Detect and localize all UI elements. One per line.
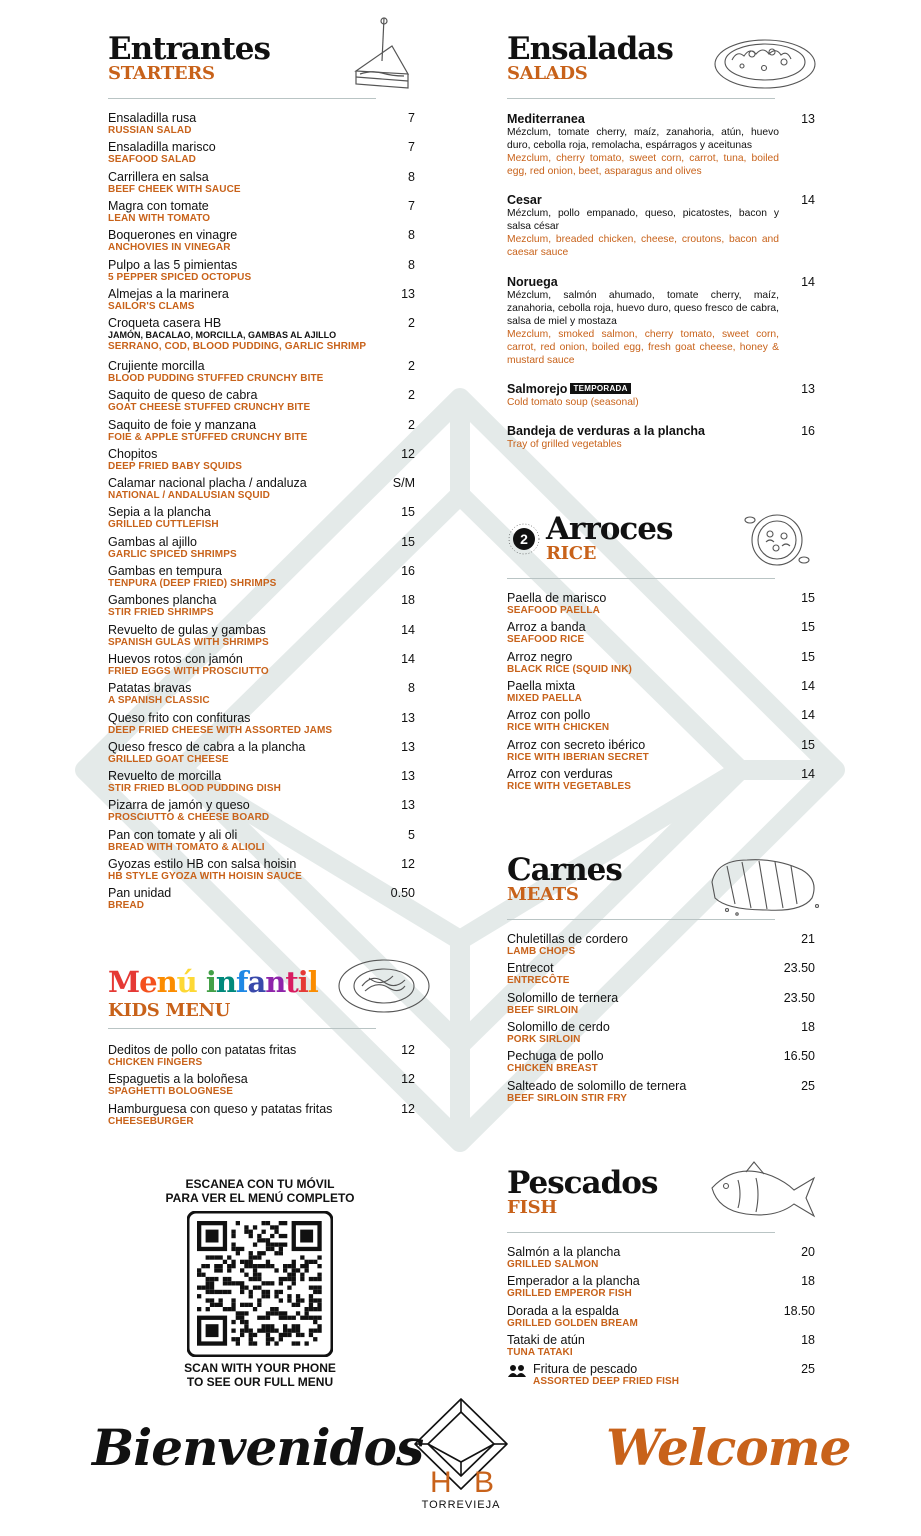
welcome-en-text: Welcome (606, 1418, 851, 1477)
item-name: Deditos de pollo con patatas fritas (108, 1043, 297, 1057)
kids-title-letter: a (247, 965, 266, 999)
svg-text:TORREVIEJA: TORREVIEJA (421, 1499, 501, 1511)
item-price: 23.50 (783, 990, 815, 1005)
item-name: Pizarra de jamón y queso (108, 798, 250, 813)
item-price: 14 (401, 622, 415, 637)
item-name: Arroz a banda (507, 620, 586, 635)
kids-title-letter: n (156, 965, 177, 999)
item-price: 13 (401, 798, 415, 813)
salad-name (507, 112, 815, 126)
salad-description-en: Tray of grilled vegetables (507, 439, 622, 450)
kids-list (108, 1043, 415, 1133)
fish-illustration-icon (706, 1158, 818, 1232)
item-price: 15 (801, 737, 815, 752)
qr-bottom-text (150, 1361, 370, 1389)
item-price: 15 (801, 591, 815, 605)
menu-item (108, 535, 415, 561)
svg-text:B: B (474, 1466, 495, 1499)
item-name: Gyozas estilo HB con salsa hoisin (108, 857, 297, 871)
salad-price: 13 (801, 112, 815, 126)
item-name: Pulpo a las 5 pimientas (108, 257, 238, 272)
salads-list (507, 112, 815, 462)
menu-item (507, 991, 815, 1017)
kids-subtitle: KIDS MENU (108, 1000, 231, 1021)
item-name: Fritura de pescado (533, 1362, 638, 1377)
item-translation: GRILLED GOAT CHEESE (108, 753, 229, 765)
item-translation: CHEESEBURGER (108, 1115, 194, 1127)
kids-title-letter: n (215, 965, 236, 999)
hb-torrevieja-logo (406, 1396, 516, 1512)
item-price: 13 (401, 286, 415, 301)
item-price: 14 (801, 766, 815, 781)
salad-description: Mézclum, pollo empanado, queso, picatostes, bacon y salsa césar (507, 208, 779, 232)
item-price: 2 (408, 388, 415, 403)
sandwich-illustration-icon (352, 16, 412, 96)
seasonal-badge: TEMPORADA (570, 383, 630, 394)
item-name: Huevos rotos con jamón (108, 651, 243, 666)
item-translation: NATIONAL / ANDALUSIAN SQUID (108, 490, 270, 502)
menu-item (108, 857, 415, 883)
item-price: 13 (401, 710, 415, 725)
salad-price: 13 (801, 382, 815, 396)
item-price: 8 (408, 681, 415, 696)
item-translation: SERRANO, COD, BLOOD PUDDING, GARLIC SHRIMP (108, 341, 367, 353)
item-price: S/M (392, 476, 415, 491)
menu-item (507, 1304, 815, 1330)
item-translation: ENTRECÔTE (507, 975, 570, 987)
menu-item (507, 738, 815, 764)
qr-code[interactable] (187, 1211, 333, 1357)
salad-name (507, 382, 815, 396)
menu-item (108, 476, 415, 502)
menu-item (108, 199, 415, 225)
salad-name-text: Bandeja de verduras a la plancha (507, 424, 705, 438)
menu-item (507, 932, 815, 958)
rice-section (546, 511, 673, 564)
salad-name-text: Mediterranea (507, 112, 585, 126)
salad-description: Mézclum, tomate cherry, maíz, zanahoria, atún, huevo duro, cebolla roja, remolacha, espárragos y aceitunas (507, 127, 779, 151)
item-translation: FOIE & APPLE STUFFED CRUNCHY BITE (108, 431, 308, 443)
menu-item (108, 170, 415, 196)
menu-item (108, 1102, 415, 1128)
salad-description: Mézclum, salmón ahumado, tomate cherry, maíz, zanahoria, cebolla roja, huevo duro, queso fresco de cabra, salsa de miel y mostaza (507, 290, 779, 327)
kids-title-letter: M (108, 965, 140, 999)
kids-title-letter: ú (176, 965, 197, 999)
menu-item (108, 140, 415, 166)
item-translation: RICE WITH IBERIAN SECRET (507, 751, 649, 763)
salad-name-text: Cesar (507, 193, 542, 207)
menu-item (108, 564, 415, 590)
rice-subtitle: RICE (546, 543, 597, 564)
item-price: 13 (401, 739, 415, 754)
menu-item (108, 769, 415, 795)
item-price: 2 (408, 316, 415, 331)
item-price: 18 (801, 1332, 815, 1347)
kids-title-letter: t (285, 965, 298, 999)
item-name: Salmón a la plancha (507, 1245, 621, 1259)
menu-item (108, 828, 415, 854)
item-price: 15 (401, 534, 415, 549)
item-name: Paella de marisco (507, 591, 607, 605)
salad-name (507, 424, 815, 438)
item-name: Patatas bravas (108, 681, 192, 696)
item-price: 7 (408, 111, 415, 125)
menu-item (108, 228, 415, 254)
menu-item (108, 359, 415, 385)
fish-subtitle: FISH (507, 1197, 558, 1218)
item-translation: ASSORTED DEEP FRIED FISH (533, 1376, 680, 1388)
item-translation: RUSSIAN SALAD (108, 125, 192, 136)
item-name: Salteado de solomillo de ternera (507, 1078, 687, 1093)
item-translation: RICE WITH CHICKEN (507, 722, 610, 734)
item-translation: LAMB CHOPS (507, 946, 576, 957)
item-translation: BEEF SIRLOIN STIR FRY (507, 1092, 628, 1104)
salads-title: Ensaladas (507, 31, 673, 67)
item-translation: CHICKEN FINGERS (108, 1057, 203, 1068)
kids-title-letter: n (265, 965, 286, 999)
item-name: Crujiente morcilla (108, 358, 205, 373)
kids-title-letter: i (297, 965, 308, 999)
item-price: 25 (801, 1078, 815, 1093)
salad-description-en: Mezclum, breaded chicken, cheese, croutons, bacon and caesar sauce (507, 234, 779, 258)
meats-subtitle: MEATS (507, 884, 579, 905)
item-name: Gambas en tempura (108, 564, 222, 578)
salad-item (507, 275, 815, 367)
menu-item (108, 623, 415, 649)
menu-item (108, 886, 415, 912)
item-translation: PORK SIRLOIN (507, 1033, 581, 1045)
item-translation: GRILLED EMPEROR FISH (507, 1288, 632, 1300)
kids-divider (108, 1028, 376, 1029)
menu-item (108, 418, 415, 444)
rice-divider (507, 578, 775, 579)
menu-item (507, 679, 815, 705)
item-price: 2 (408, 417, 415, 432)
item-price: 14 (401, 651, 415, 666)
starters-list (108, 111, 415, 911)
qr-bottom-line2: TO SEE OUR FULL MENU (186, 1375, 334, 1389)
item-price: 25 (801, 1362, 815, 1377)
item-translation: BREAD WITH TOMATO & ALIOLI (108, 841, 265, 853)
starters-subtitle: STARTERS (108, 63, 215, 84)
item-price: 16 (401, 564, 415, 578)
item-name: Solomillo de cerdo (507, 1019, 610, 1034)
item-name: Queso frito con confituras (108, 710, 251, 725)
item-translation: CHICKEN BREAST (507, 1063, 598, 1075)
item-translation: DEEP FRIED BABY SQUIDS (108, 460, 243, 472)
item-price: 20 (801, 1245, 815, 1259)
starters-divider (108, 98, 376, 99)
item-price: 7 (408, 140, 415, 155)
item-price: 13 (401, 769, 415, 784)
fish-title: Pescados (507, 1165, 658, 1201)
item-translation: GRILLED GOLDEN BREAM (507, 1317, 638, 1329)
item-translation: STIR FRIED SHRIMPS (108, 607, 214, 619)
item-name: Hamburguesa con queso y patatas fritas (108, 1101, 333, 1116)
menu-item (108, 287, 415, 313)
item-name: Espaguetis a la boloñesa (108, 1072, 248, 1087)
menu-item (108, 652, 415, 678)
qr-top-text (150, 1177, 370, 1205)
menu-item (108, 388, 415, 414)
menu-item (108, 681, 415, 707)
item-name: Solomillo de ternera (507, 990, 619, 1005)
item-price: 18 (801, 1274, 815, 1289)
item-name: Calamar nacional placha / andaluza (108, 476, 307, 491)
menu-item (108, 711, 415, 737)
menu-item (507, 1362, 815, 1388)
menu-item (108, 505, 415, 531)
item-name: Paella mixta (507, 678, 576, 693)
item-translation: HB STYLE GYOZA WITH HOISIN SAUCE (108, 871, 302, 882)
item-name: Arroz con pollo (507, 708, 591, 723)
menu-item (108, 798, 415, 824)
item-name: Gambones plancha (108, 593, 217, 608)
menu-item (507, 1245, 815, 1271)
item-price: 15 (401, 505, 415, 520)
salad-name (507, 193, 815, 207)
menu-item (507, 1020, 815, 1046)
item-name: Sepia a la plancha (108, 505, 211, 520)
item-name: Emperador a la plancha (507, 1274, 640, 1289)
meats-divider (507, 919, 775, 920)
item-name: Boquerones en vinagre (108, 228, 238, 243)
salad-description-en: Mezclum, smoked salmon, cherry tomato, sweet corn, carrot, red onion, boiled egg, fresh goat cheese, honey & mustard sauce (507, 329, 779, 366)
item-price: 7 (408, 198, 415, 213)
fish-divider (507, 1232, 775, 1233)
item-translation: TUNA TATAKI (507, 1346, 573, 1358)
spaghetti-plate-illustration-icon (337, 958, 432, 1014)
item-name: Saquito de queso de cabra (108, 388, 258, 403)
item-translation: SAILOR'S CLAMS (108, 300, 195, 312)
item-name: Gambas al ajillo (108, 534, 197, 549)
item-translation: TENPURA (DEEP FRIED) SHRIMPS (108, 578, 277, 589)
item-translation: BLACK RICE (SQUID INK) (507, 663, 632, 675)
qr-top-line2: PARA VER EL MENÚ COMPLETO (165, 1191, 355, 1205)
two-people-icon (507, 1364, 527, 1378)
meats-title: Carnes (507, 852, 622, 888)
menu-item (108, 740, 415, 766)
item-name: Pan unidad (108, 886, 172, 901)
item-translation: MIXED PAELLA (507, 692, 582, 704)
item-translation: STIR FRIED BLOOD PUDDING DISH (108, 783, 281, 795)
item-price: 12 (401, 446, 415, 461)
item-name: Saquito de foie y manzana (108, 417, 257, 432)
item-translation: SEAFOOD SALAD (108, 154, 196, 166)
kids-title-letter: f (235, 965, 248, 999)
item-detail: JAMÓN, BACALAO, MORCILLA, GAMBAS AL AJILLO (108, 330, 337, 341)
qr-top-line1: ESCANEA CON TU MÓVIL (185, 1177, 335, 1191)
item-price: 15 (801, 649, 815, 664)
menu-item (108, 258, 415, 284)
item-price: 8 (408, 169, 415, 184)
item-name: Chopitos (108, 446, 158, 461)
item-name: Tataki de atún (507, 1332, 585, 1347)
item-name: Queso fresco de cabra a la plancha (108, 739, 306, 754)
fish-list (507, 1245, 815, 1395)
salads-divider (507, 98, 775, 99)
item-translation: BEEF SIRLOIN (507, 1004, 579, 1016)
salad-name-text: Noruega (507, 275, 558, 289)
item-translation: FRIED EGGS WITH PROSCIUTTO (108, 665, 269, 677)
item-translation: SPANISH GULAS WITH SHRIMPS (108, 636, 269, 648)
item-translation: GRILLED CUTTLEFISH (108, 519, 219, 531)
steak-illustration-icon (707, 852, 827, 918)
paella-pan-illustration-icon (744, 508, 810, 570)
salad-item (507, 193, 815, 259)
item-name: Revuelto de gulas y gambas (108, 622, 266, 637)
item-name: Chuletillas de cordero (507, 932, 628, 946)
menu-item (108, 1043, 415, 1069)
rice-list (507, 591, 815, 801)
item-price: 18.50 (783, 1303, 815, 1318)
menu-item (507, 767, 815, 793)
item-price: 0.50 (390, 886, 415, 901)
menu-item (507, 620, 815, 646)
item-name: Arroz con verduras (507, 766, 613, 781)
meats-list (507, 932, 815, 1112)
item-price: 12 (401, 857, 415, 871)
item-name: Entrecot (507, 961, 554, 976)
menu-item (507, 1049, 815, 1075)
menu-item (108, 447, 415, 473)
kids-title-letter: i (205, 965, 216, 999)
menu-item (507, 1333, 815, 1359)
item-name: Almejas a la marinera (108, 286, 229, 301)
item-price: 8 (408, 228, 415, 243)
salad-item (507, 424, 815, 451)
item-translation: RICE WITH VEGETABLES (507, 780, 632, 792)
item-price: 12 (401, 1043, 415, 1057)
menu-item (108, 593, 415, 619)
item-translation: ANCHOVIES IN VINEGAR (108, 242, 231, 254)
item-translation: GARLIC SPICED SHRIMPS (108, 548, 237, 560)
menu-item (507, 1079, 815, 1105)
item-translation: A SPANISH CLASSIC (108, 695, 210, 707)
item-name: Pan con tomate y ali oli (108, 827, 238, 842)
min-people-badge-icon (507, 522, 541, 558)
kids-title-letter: e (139, 965, 157, 999)
starters-title: Entrantes (108, 31, 270, 67)
menu-item (108, 111, 415, 137)
item-price: 12 (401, 1072, 415, 1087)
item-name: Carrillera en salsa (108, 169, 209, 184)
item-translation: BEEF CHEEK WITH SAUCE (108, 183, 241, 195)
kids-title-letter: l (307, 965, 318, 999)
salad-name-text: Salmorejo (507, 382, 568, 396)
item-price: 21 (801, 932, 815, 946)
salad-description-en: Cold tomato soup (seasonal) (507, 397, 639, 408)
salad-name (507, 275, 815, 289)
item-translation: LEAN WITH TOMATO (108, 212, 211, 224)
item-name: Ensaladilla marisco (108, 140, 216, 155)
item-translation: SEAFOOD PAELLA (507, 605, 600, 616)
rice-title: Arroces (546, 511, 673, 547)
menu-item (507, 1274, 815, 1300)
item-price: 8 (408, 257, 415, 272)
item-translation: PROSCIUTTO & CHEESE BOARD (108, 812, 270, 824)
qr-bottom-line1: SCAN WITH YOUR PHONE (184, 1361, 336, 1375)
salad-price: 14 (801, 275, 815, 289)
item-price: 18 (801, 1019, 815, 1034)
item-price: 14 (801, 678, 815, 693)
item-name: Dorada a la espalda (507, 1303, 619, 1318)
menu-item (108, 1072, 415, 1098)
item-name: Magra con tomate (108, 198, 209, 213)
salads-subtitle: SALADS (507, 63, 588, 84)
item-translation: DEEP FRIED CHEESE WITH ASSORTED JAMS (108, 724, 333, 736)
item-price: 15 (801, 620, 815, 635)
menu-item (507, 650, 815, 676)
menu-item (507, 708, 815, 734)
item-name: Pechuga de pollo (507, 1049, 604, 1064)
item-price: 2 (408, 358, 415, 373)
item-name: Ensaladilla rusa (108, 111, 197, 125)
svg-text:H: H (430, 1466, 452, 1499)
welcome-es-text: Bienvenidos (92, 1418, 424, 1477)
item-translation: 5 PEPPER SPICED OCTOPUS (108, 271, 252, 283)
menu-item (507, 961, 815, 987)
salad-bowl-illustration-icon (712, 24, 818, 92)
item-name: Arroz con secreto ibérico (507, 737, 646, 752)
kids-title-letter (197, 965, 206, 999)
svg-text:2: 2 (520, 531, 528, 547)
item-translation: GRILLED SALMON (507, 1259, 599, 1270)
item-translation: SPAGHETTI BOLOGNESE (108, 1086, 234, 1098)
item-price: 5 (408, 827, 415, 842)
item-name: Arroz negro (507, 649, 573, 664)
salad-item (507, 382, 815, 409)
item-translation: SEAFOOD RICE (507, 634, 585, 646)
item-price: 23.50 (783, 961, 815, 976)
salad-price: 14 (801, 193, 815, 207)
item-name: Croqueta casera HB (108, 316, 222, 331)
item-price: 18 (401, 593, 415, 608)
item-translation: BLOOD PUDDING STUFFED CRUNCHY BITE (108, 372, 324, 384)
item-price: 14 (801, 708, 815, 723)
salad-item (507, 112, 815, 178)
salad-description-en: Mezclum, cherry tomato, sweet corn, carrot, tuna, boiled egg, red onion, beet, asparagus and olives (507, 153, 779, 177)
item-translation: GOAT CHEESE STUFFED CRUNCHY BITE (108, 402, 311, 414)
menu-item (108, 316, 415, 353)
item-translation: BREAD (108, 900, 145, 912)
menu-item (507, 591, 815, 617)
item-name: Revuelto de morcilla (108, 769, 222, 784)
item-price: 12 (401, 1101, 415, 1116)
item-price: 16.50 (783, 1049, 815, 1064)
salad-price: 16 (801, 424, 815, 438)
